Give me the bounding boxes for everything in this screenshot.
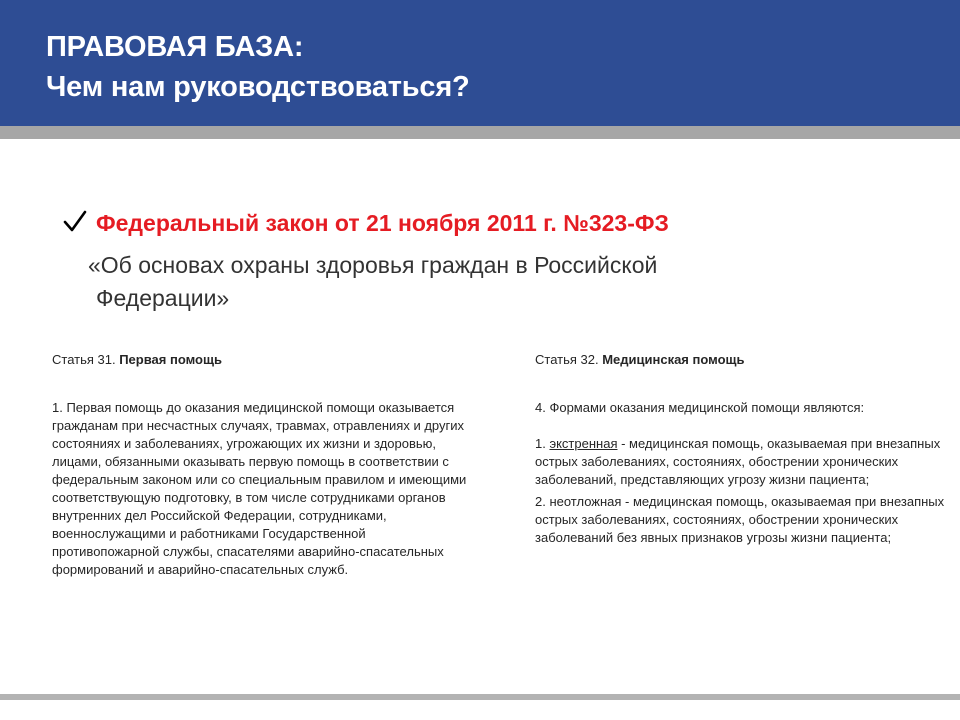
slide-header bbox=[0, 0, 960, 126]
article-31-paragraph: 1. Первая помощь до оказания медицинской помощи оказывается гражданам при несчастных случаях, травмах, отравлениях и других состояниях и заболеваниях, угрожающих их жизни и здоровью, лицами, обязанными оказывать первую помощь в соответствии с федеральным законом или со специальным правилом и имеющими соответствующую подготовку, в том числе сотрудниками органов внутренних дел Российской Федерации, сотрудниками, военнослужащими и работниками Государственной противопожарной службы, спасателями аварийно-спасательных формирований и аварийно-спасательных служб. bbox=[52, 400, 467, 577]
check-icon bbox=[62, 209, 88, 235]
slide-title-line2: Чем нам руководствоваться? bbox=[46, 71, 470, 103]
article-31-column bbox=[52, 350, 472, 579]
law-subtitle bbox=[88, 249, 848, 315]
slide-title-line1: ПРАВОВАЯ БАЗА: bbox=[46, 31, 304, 63]
article-32-item-2: 2. неотложная - медицинская помощь, оказываемая при внезапных острых заболеваниях, состояниях, обострении хронических заболеваний без явных признаков угрозы жизни пациента; bbox=[535, 494, 945, 545]
article-32-item-1-term: экстренная bbox=[549, 436, 618, 451]
footer-divider bbox=[0, 694, 960, 700]
article-31-prefix: Статья 31. bbox=[52, 352, 120, 367]
law-subtitle-line2: Федерации» bbox=[96, 285, 230, 311]
article-32-name: Медицинская помощь bbox=[602, 352, 745, 367]
article-32-heading bbox=[535, 350, 955, 369]
article-32-item-1-num: 1. bbox=[535, 436, 550, 451]
law-subtitle-line1: «Об основах охраны здоровья граждан в Российской bbox=[88, 252, 658, 278]
article-32-column bbox=[535, 350, 955, 547]
law-title: Федеральный закон от 21 ноября 2011 г. №323-ФЗ bbox=[96, 210, 669, 236]
article-32-item-1 bbox=[535, 435, 955, 489]
article-32-item-1-text: - медицинская помощь, оказываемая при внезапных острых заболеваниях, состояниях, обострении хронических заболеваний, представляющих угрозу жизни пациента; bbox=[535, 436, 941, 487]
article-32-paragraph: 4. Формами оказания медицинской помощи являются: bbox=[535, 400, 865, 415]
header-divider bbox=[0, 126, 960, 139]
article-31-heading bbox=[52, 350, 472, 369]
article-31-name: Первая помощь bbox=[119, 352, 222, 367]
article-32-prefix: Статья 32. bbox=[535, 352, 603, 367]
slide-title bbox=[46, 27, 470, 107]
